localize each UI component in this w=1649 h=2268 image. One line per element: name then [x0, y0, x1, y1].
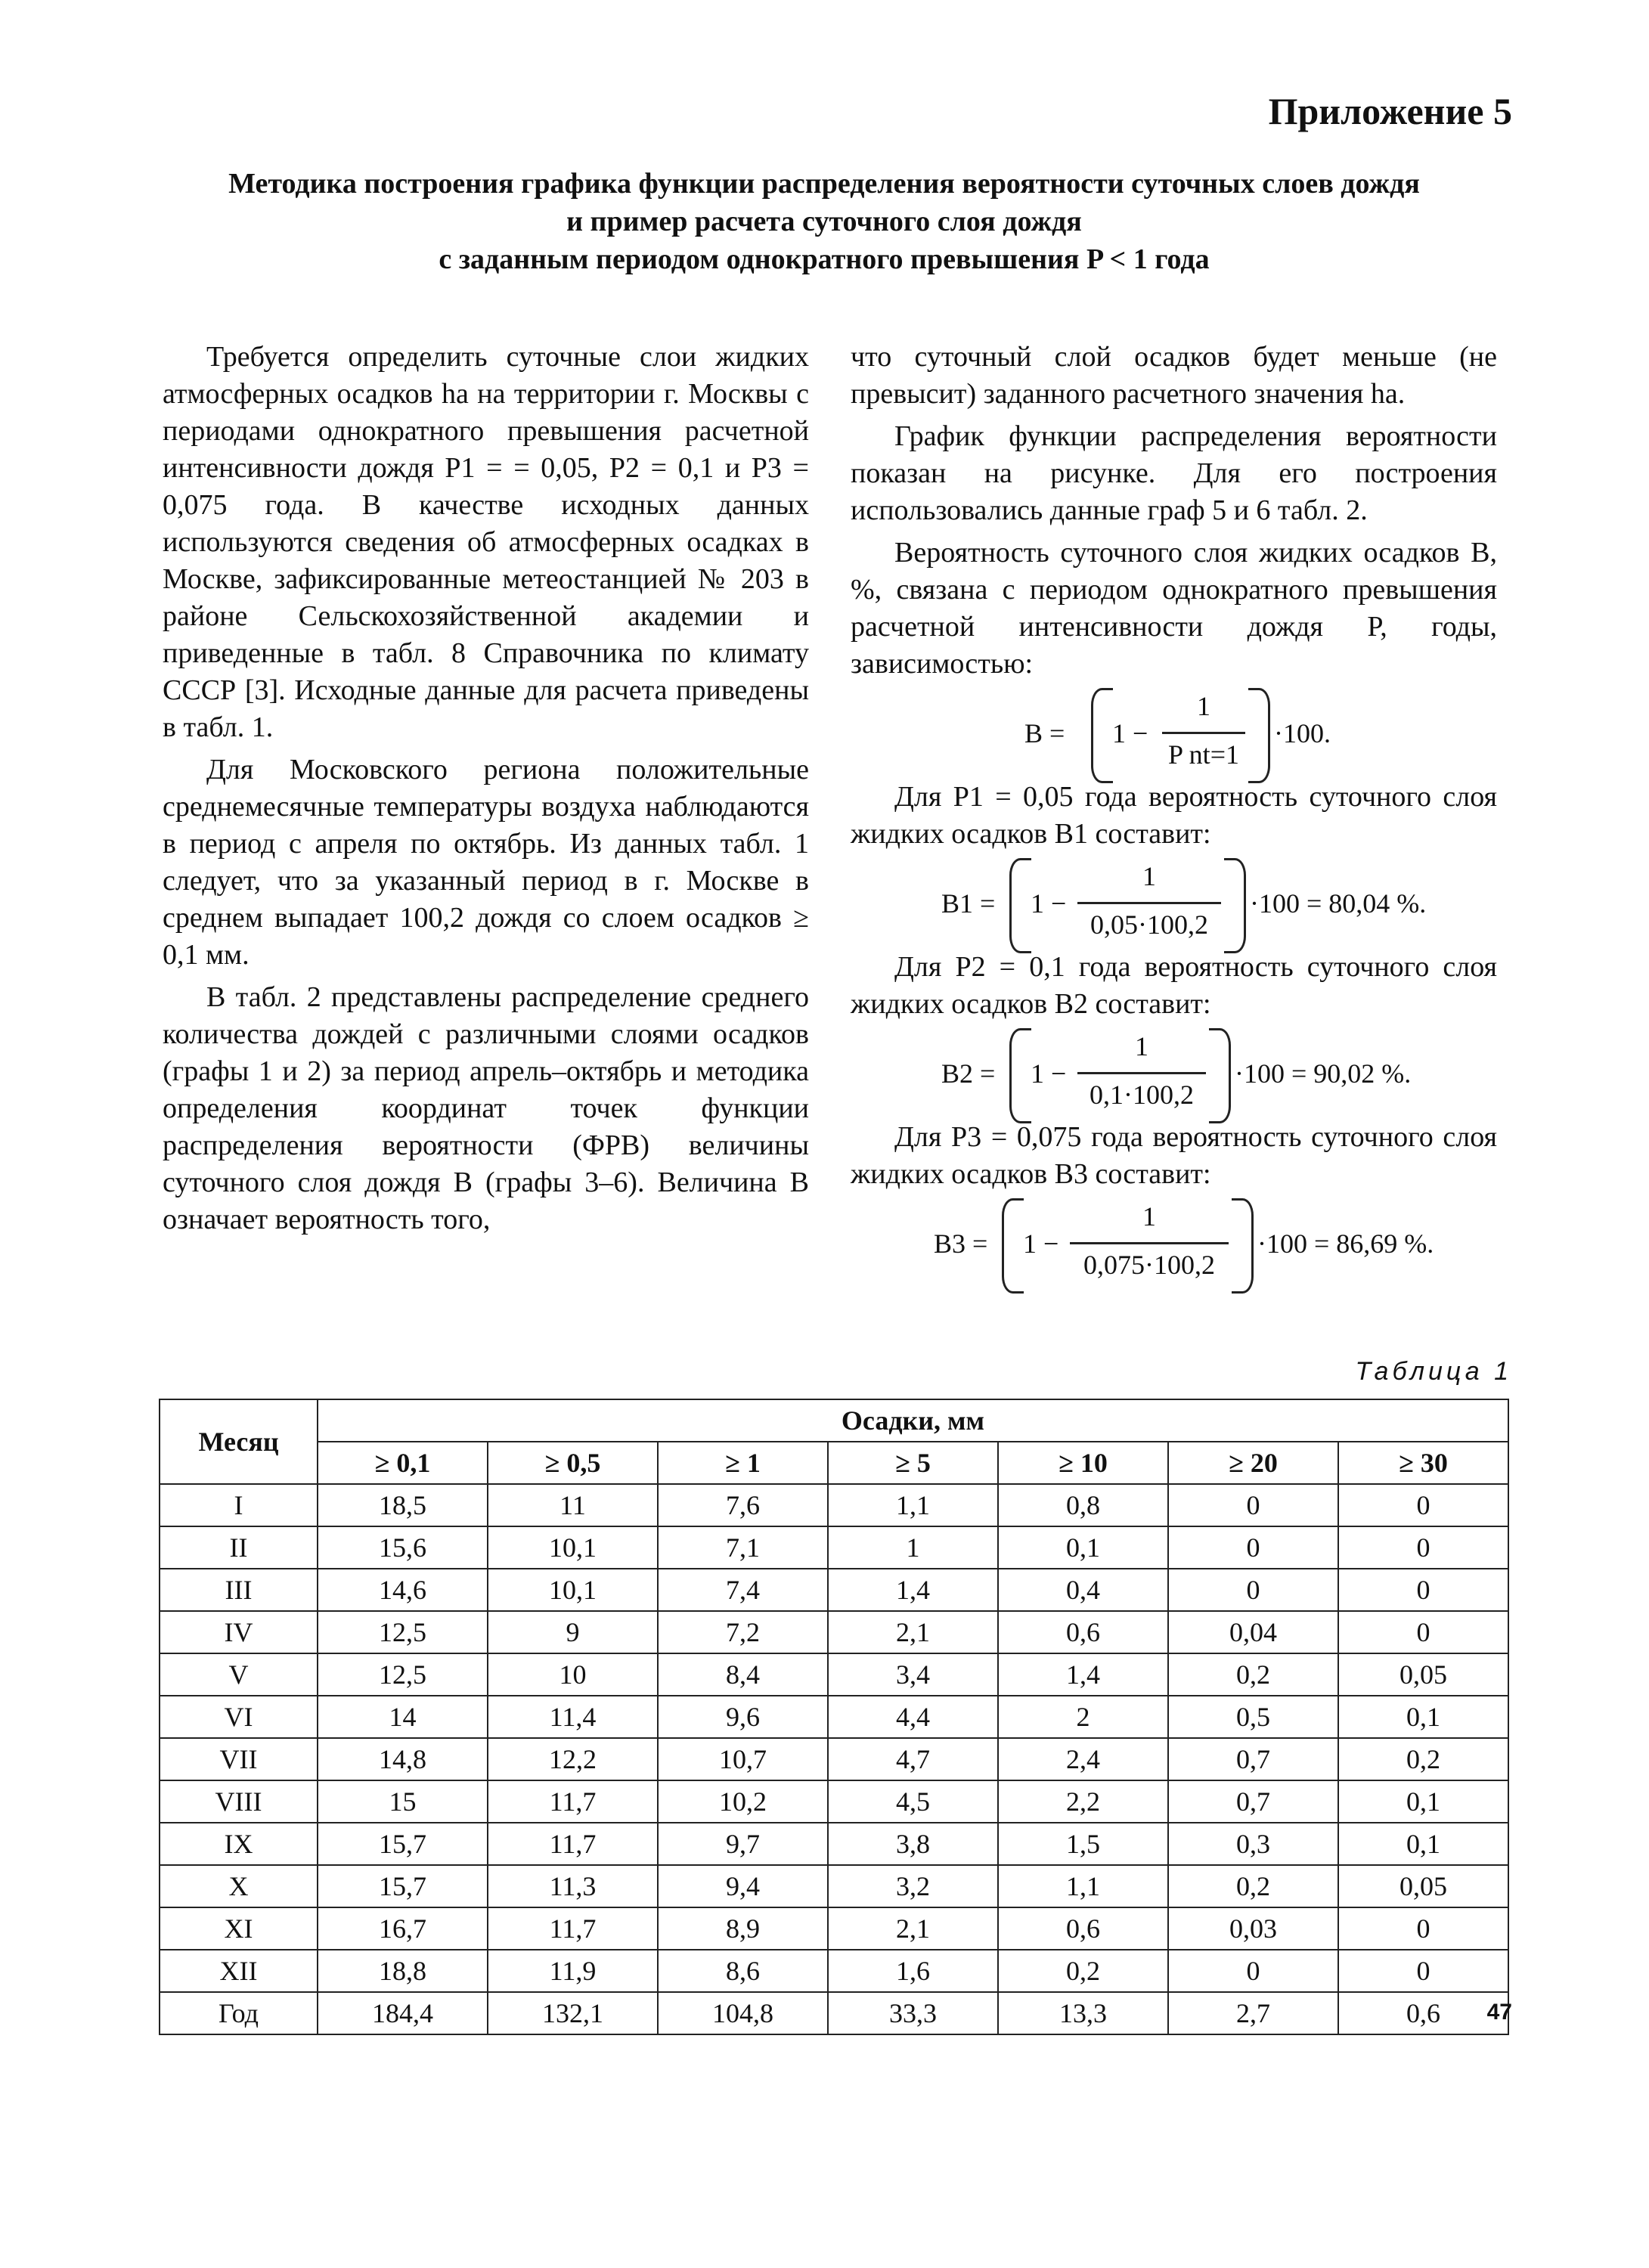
paragraph: Для P1 = 0,05 года вероятность суточного слоя жидких осадков B1 составит: — [851, 781, 1497, 850]
paragraph: Вероятность суточного слоя жидких осадков B, %, связана с периодом однократного превышения расчетной интенсивности дождя P, годы, зависимостью: — [851, 537, 1497, 680]
table-row — [160, 1907, 1508, 1950]
left-paren — [1091, 688, 1113, 783]
value-cell: 15,7 — [318, 1865, 488, 1907]
value-cell: 184,4 — [318, 1992, 488, 2034]
formula-numerator: 1 — [1142, 861, 1156, 891]
formula-b1 — [851, 858, 1497, 949]
value-cell: 0,3 — [1168, 1823, 1338, 1865]
fraction-line — [1077, 902, 1221, 904]
value-cell: 11,9 — [488, 1950, 658, 1992]
value-cell: 1,1 — [828, 1484, 998, 1526]
column-header: ≥ 0,1 — [318, 1442, 488, 1484]
value-cell: 0,6 — [998, 1907, 1168, 1950]
value-cell: 3,4 — [828, 1653, 998, 1696]
right-column — [851, 339, 1497, 1289]
value-cell: 0,1 — [1338, 1823, 1508, 1865]
fraction-line — [1077, 1072, 1206, 1074]
value-cell: 1,6 — [828, 1950, 998, 1992]
value-cell: 10,7 — [658, 1738, 828, 1780]
paragraph: что суточный слой осадков будет меньше (не превысит) заданного расчетного значения hа. — [851, 341, 1497, 410]
value-cell: 8,9 — [658, 1907, 828, 1950]
formula-numerator: 1 — [1135, 1031, 1148, 1061]
formula-b2 — [851, 1028, 1497, 1119]
month-cell: IV — [160, 1611, 318, 1653]
value-cell: 9 — [488, 1611, 658, 1653]
table-row — [160, 1865, 1508, 1907]
column-header: ≥ 1 — [658, 1442, 828, 1484]
value-cell: 0 — [1338, 1907, 1508, 1950]
month-cell: III — [160, 1569, 318, 1611]
value-cell: 10,2 — [658, 1780, 828, 1823]
table-row — [160, 1780, 1508, 1823]
value-cell: 1,4 — [998, 1653, 1168, 1696]
formula-one: 1 − — [1112, 718, 1148, 748]
value-cell: 0 — [1168, 1484, 1338, 1526]
value-cell: 0,1 — [998, 1526, 1168, 1569]
formula-denominator: 0,05·100,2 — [1090, 909, 1208, 940]
column-header: ≥ 20 — [1168, 1442, 1338, 1484]
fraction-line — [1162, 732, 1245, 734]
table-body — [160, 1484, 1508, 2034]
title-line-1: Методика построения графика функции распределения вероятности суточных слоев дождя — [228, 168, 1420, 200]
value-cell: 0 — [1168, 1526, 1338, 1569]
table-row — [160, 1823, 1508, 1865]
page-number: 47 — [1486, 2000, 1512, 2025]
table-caption: Таблица 1 — [1355, 1357, 1512, 1386]
value-cell: 9,7 — [658, 1823, 828, 1865]
month-cell: IX — [160, 1823, 318, 1865]
value-cell: 1,5 — [998, 1823, 1168, 1865]
value-cell: 12,5 — [318, 1653, 488, 1696]
table-row — [160, 1653, 1508, 1696]
value-cell: 0 — [1338, 1484, 1508, 1526]
value-cell: 0,2 — [998, 1950, 1168, 1992]
table-column-headers — [160, 1442, 1508, 1484]
value-cell: 11,4 — [488, 1696, 658, 1738]
table-row — [160, 1484, 1508, 1526]
value-cell: 1 — [828, 1526, 998, 1569]
left-paren — [1002, 1198, 1024, 1294]
formula-one: 1 − — [1031, 1058, 1067, 1089]
value-cell: 18,5 — [318, 1484, 488, 1526]
value-cell: 132,1 — [488, 1992, 658, 2034]
value-cell: 10,1 — [488, 1569, 658, 1611]
right-paren — [1209, 1028, 1231, 1123]
formula-lhs: B3 = — [934, 1228, 988, 1259]
month-cell: VIII — [160, 1780, 318, 1823]
value-cell: 0,04 — [1168, 1611, 1338, 1653]
value-cell: 2,1 — [828, 1907, 998, 1950]
month-cell: II — [160, 1526, 318, 1569]
left-paren — [1009, 858, 1031, 953]
table-row — [160, 1992, 1508, 2034]
paragraph: Для P2 = 0,1 года вероятность суточного слоя жидких осадков B2 составит: — [851, 951, 1497, 1020]
value-cell: 3,2 — [828, 1865, 998, 1907]
formula-rhs: ·100. — [1274, 718, 1331, 748]
formula-one: 1 − — [1023, 1228, 1059, 1259]
value-cell: 2,1 — [828, 1611, 998, 1653]
formula-rhs: ·100 = 80,04 %. — [1250, 888, 1427, 919]
value-cell: 9,6 — [658, 1696, 828, 1738]
table-row — [160, 1738, 1508, 1780]
page-title — [121, 165, 1527, 278]
formula-lhs: B = — [1024, 718, 1065, 748]
paragraph: Требуется определить суточные слои жидких атмосферных осадков hа на территории г. Москвы с периодами однократного превышения расчетной интенсивности дождя P1 = = 0,05, P2 = 0,1 и P3 = 0,075 года. В качестве исходных данных используются сведения об атмосферных осадках в Москве, зафиксированные метеостанцией № 203 в районе Сельскохозяйственной академии и приведенные в табл. 8 Справочника по климату СССР [3]. Исходные данные для расчета приведены в табл. 1. — [163, 341, 809, 743]
value-cell: 11 — [488, 1484, 658, 1526]
column-header: ≥ 10 — [998, 1442, 1168, 1484]
appendix-label: Приложение 5 — [1268, 90, 1512, 132]
value-cell: 11,7 — [488, 1823, 658, 1865]
month-header: Месяц — [160, 1399, 318, 1484]
value-cell: 14 — [318, 1696, 488, 1738]
formula-denominator: 0,075·100,2 — [1083, 1250, 1215, 1280]
formula-lhs: B1 = — [941, 888, 996, 919]
value-cell: 15,6 — [318, 1526, 488, 1569]
value-cell: 7,4 — [658, 1569, 828, 1611]
month-cell: VI — [160, 1696, 318, 1738]
table-header-row — [160, 1399, 1508, 1442]
formula-rhs: ·100 = 86,69 %. — [1257, 1228, 1434, 1259]
value-cell: 16,7 — [318, 1907, 488, 1950]
right-paren — [1248, 688, 1270, 783]
value-cell: 8,6 — [658, 1950, 828, 1992]
column-header: ≥ 0,5 — [488, 1442, 658, 1484]
value-cell: 0,2 — [1338, 1738, 1508, 1780]
value-cell: 11,7 — [488, 1907, 658, 1950]
formula-one: 1 − — [1031, 888, 1067, 919]
paragraph: В табл. 2 представлены распределение среднего количества дождей с различными слоями осадков (графы 1 и 2) за период апрель–октябрь и методика определения координат точек функции распределения вероятности (ФРВ) величины суточного слоя дождя B (графы 3–6). Величина B означает вероятность того, — [163, 981, 809, 1235]
value-cell: 104,8 — [658, 1992, 828, 2034]
value-cell: 14,6 — [318, 1569, 488, 1611]
value-cell: 0 — [1338, 1950, 1508, 1992]
value-cell: 0,7 — [1168, 1780, 1338, 1823]
value-cell: 0,4 — [998, 1569, 1168, 1611]
value-cell: 0 — [1168, 1950, 1338, 1992]
table-row — [160, 1950, 1508, 1992]
value-cell: 3,8 — [828, 1823, 998, 1865]
value-cell: 7,2 — [658, 1611, 828, 1653]
month-cell: Год — [160, 1992, 318, 2034]
value-cell: 13,3 — [998, 1992, 1168, 2034]
month-cell: V — [160, 1653, 318, 1696]
value-cell: 0 — [1168, 1569, 1338, 1611]
value-cell: 1,4 — [828, 1569, 998, 1611]
value-cell: 9,4 — [658, 1865, 828, 1907]
formula-denominator: 0,1·100,2 — [1090, 1080, 1194, 1110]
value-cell: 10,1 — [488, 1526, 658, 1569]
value-cell: 0,8 — [998, 1484, 1168, 1526]
table-row — [160, 1696, 1508, 1738]
value-cell: 15 — [318, 1780, 488, 1823]
value-cell: 0,6 — [998, 1611, 1168, 1653]
month-cell: VII — [160, 1738, 318, 1780]
right-paren — [1224, 858, 1246, 953]
right-paren — [1232, 1198, 1254, 1294]
value-cell: 2,2 — [998, 1780, 1168, 1823]
value-cell: 0,7 — [1168, 1738, 1338, 1780]
value-cell: 15,7 — [318, 1823, 488, 1865]
month-cell: X — [160, 1865, 318, 1907]
value-cell: 4,4 — [828, 1696, 998, 1738]
value-cell: 4,7 — [828, 1738, 998, 1780]
table-row — [160, 1569, 1508, 1611]
value-cell: 0,1 — [1338, 1780, 1508, 1823]
value-cell: 0 — [1338, 1569, 1508, 1611]
title-line-3: с заданным периодом однократного превышения P < 1 года — [439, 243, 1210, 275]
formula-b3 — [851, 1198, 1497, 1289]
value-cell: 0,2 — [1168, 1865, 1338, 1907]
value-cell: 11,7 — [488, 1780, 658, 1823]
left-paren — [1009, 1028, 1031, 1123]
paragraph: График функции распределения вероятности показан на рисунке. Для его построения использовались данные граф 5 и 6 табл. 2. — [851, 420, 1497, 526]
month-cell: XI — [160, 1907, 318, 1950]
formula-numerator: 1 — [1197, 691, 1210, 721]
value-cell: 0,5 — [1168, 1696, 1338, 1738]
value-cell: 7,1 — [658, 1526, 828, 1569]
formula-lhs: B2 = — [941, 1058, 996, 1089]
precip-group-header: Осадки, мм — [318, 1399, 1508, 1442]
formula-denominator: P nt=1 — [1168, 739, 1239, 770]
month-cell: I — [160, 1484, 318, 1526]
value-cell: 0,6 — [1338, 1992, 1508, 2034]
formula-general — [851, 688, 1497, 779]
month-cell: XII — [160, 1950, 318, 1992]
value-cell: 0,1 — [1338, 1696, 1508, 1738]
value-cell: 2 — [998, 1696, 1168, 1738]
table-row — [160, 1526, 1508, 1569]
value-cell: 10 — [488, 1653, 658, 1696]
value-cell: 33,3 — [828, 1992, 998, 2034]
value-cell: 0,05 — [1338, 1653, 1508, 1696]
paragraph: Для P3 = 0,075 года вероятность суточного слоя жидких осадков B3 составит: — [851, 1121, 1497, 1190]
value-cell: 0,2 — [1168, 1653, 1338, 1696]
value-cell: 2,4 — [998, 1738, 1168, 1780]
paragraph: Для Московского региона положительные среднемесячные температуры воздуха наблюдаются в период с апреля по октябрь. Из данных табл. 1 следует, что за указанный период в г. Москве в среднем выпадает 100,2 дождя со слоем осадков ≥ 0,1 мм. — [163, 754, 809, 971]
value-cell: 11,3 — [488, 1865, 658, 1907]
value-cell: 18,8 — [318, 1950, 488, 1992]
value-cell: 0 — [1338, 1526, 1508, 1569]
value-cell: 8,4 — [658, 1653, 828, 1696]
precipitation-table — [159, 1399, 1509, 2035]
value-cell: 4,5 — [828, 1780, 998, 1823]
column-header: ≥ 5 — [828, 1442, 998, 1484]
value-cell: 12,2 — [488, 1738, 658, 1780]
value-cell: 0,03 — [1168, 1907, 1338, 1950]
title-line-2: и пример расчета суточного слоя дождя — [566, 206, 1082, 237]
column-header: ≥ 30 — [1338, 1442, 1508, 1484]
value-cell: 2,7 — [1168, 1992, 1338, 2034]
value-cell: 0 — [1338, 1611, 1508, 1653]
value-cell: 7,6 — [658, 1484, 828, 1526]
formula-numerator: 1 — [1142, 1201, 1156, 1232]
value-cell: 1,1 — [998, 1865, 1168, 1907]
value-cell: 14,8 — [318, 1738, 488, 1780]
table-row — [160, 1611, 1508, 1653]
value-cell: 12,5 — [318, 1611, 488, 1653]
value-cell: 0,05 — [1338, 1865, 1508, 1907]
fraction-line — [1070, 1242, 1229, 1244]
left-column — [163, 339, 809, 1244]
formula-rhs: ·100 = 90,02 %. — [1235, 1058, 1412, 1089]
